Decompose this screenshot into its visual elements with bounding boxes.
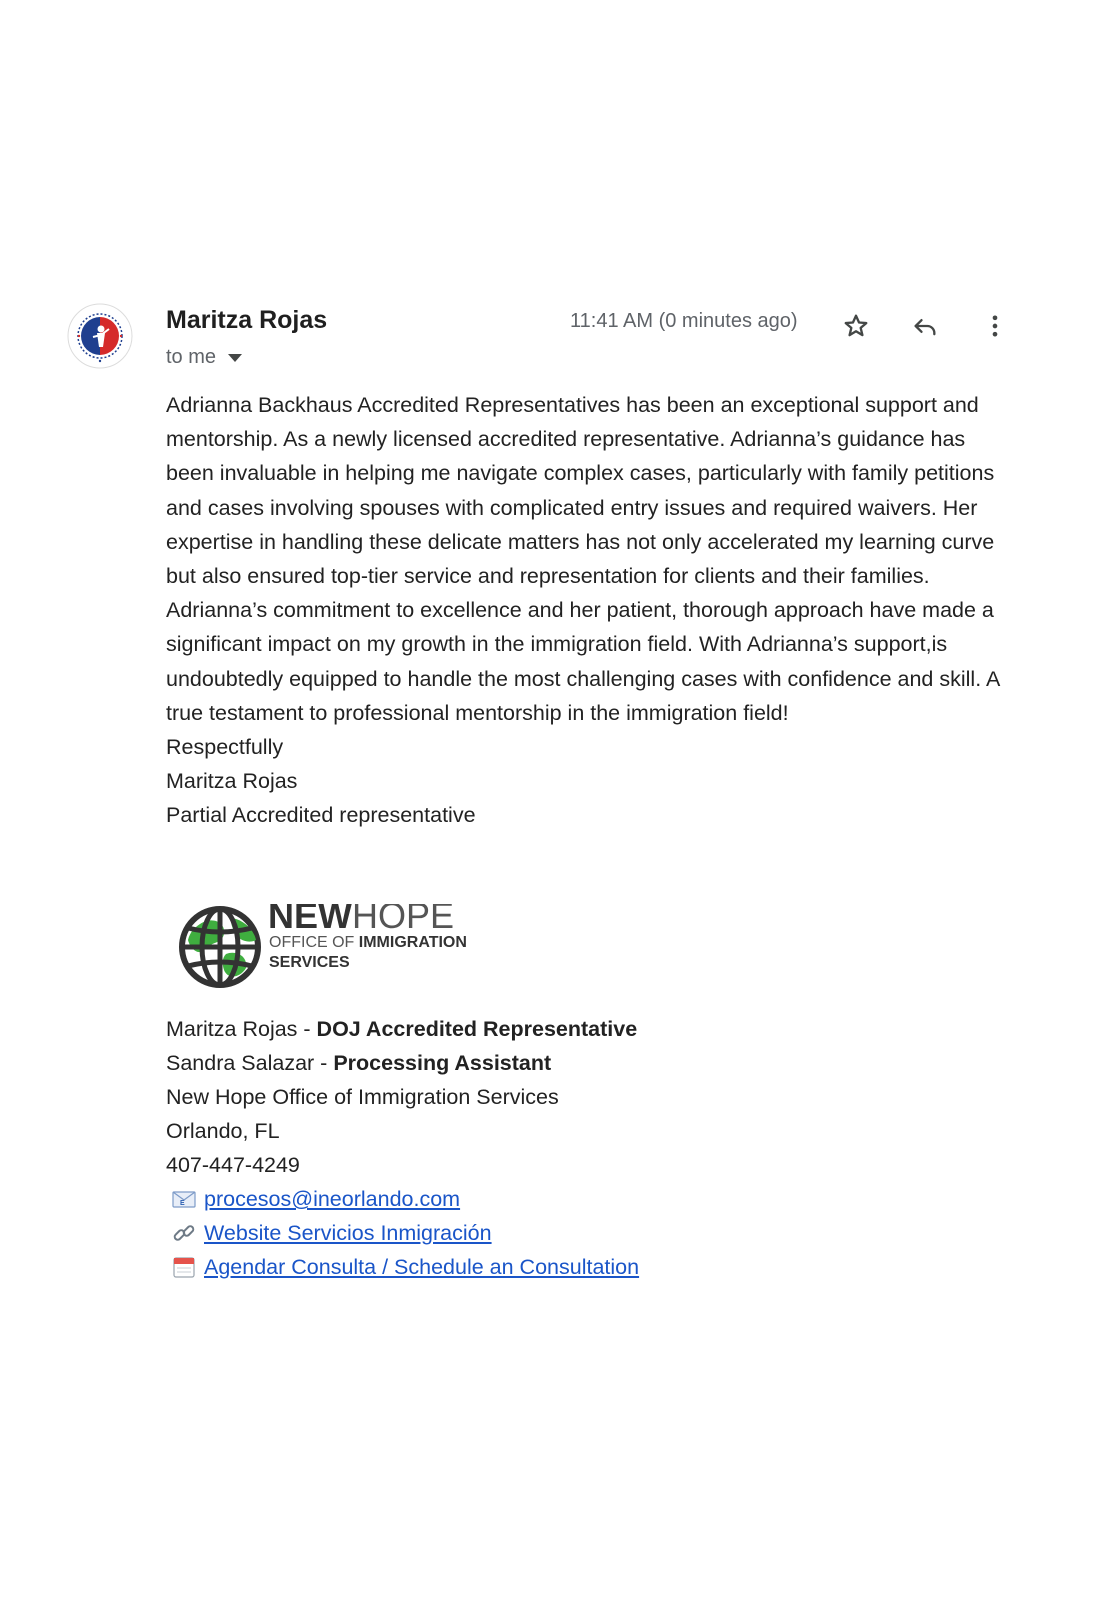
closing-text: Respectfully (166, 735, 284, 760)
svg-text:E: E (180, 1200, 185, 1207)
closing-name: Maritza Rojas (166, 769, 298, 794)
closing-title: Partial Accredited representative (166, 803, 476, 828)
signature-schedule-link[interactable] (172, 1250, 639, 1284)
globe-icon (182, 909, 258, 985)
schedule-link[interactable]: Agendar Consulta / Schedule an Consultation (204, 1255, 640, 1279)
signature-website-link[interactable] (172, 1216, 639, 1250)
star-button[interactable] (836, 306, 876, 346)
more-vert-icon (981, 312, 1009, 340)
signature-line-1: Maritza Rojas - DOJ Accredited Representative (166, 1017, 638, 1041)
email-signature (166, 1012, 639, 1284)
reply-button[interactable] (905, 306, 945, 346)
signature-line-2: Sandra Salazar - Processing Assistant (166, 1051, 552, 1075)
avatar-seal-icon (67, 303, 133, 369)
email-icon (172, 1187, 196, 1211)
new-hope-logo (178, 904, 508, 994)
signature-org: New Hope Office of Immigration Services (166, 1085, 559, 1109)
star-icon (842, 312, 870, 340)
reply-icon (911, 312, 939, 340)
more-options-button[interactable] (975, 306, 1015, 346)
sender-avatar[interactable] (67, 303, 133, 369)
recipient-line (166, 346, 248, 369)
calendar-icon (172, 1255, 196, 1279)
svg-text:NEWHOPE: NEWHOPE (268, 904, 455, 936)
body-paragraph: Adrianna Backhaus Accredited Representatives has been an exceptional support and mentorship. As a newly licensed accredited representative. Adrianna’s guidance has been invaluable in helping me navigate complex cases, particularly with family petitions and cases involving spouses with complicated entry issues and required waivers. Her expertise in handling these delicate matters has not only accelerated my learning curve but also ensured top-tier service and representation for clients and their families. Adrianna’s commitment to excellence and her patient, thorough approach have made a significant impact on my growth in the immigration field. With Adrianna’s support,is undoubtedly equipped to handle the most challenging cases with confidence and skill. A true testament to professional mentorship in the immigration field! (166, 393, 1000, 725)
email-link[interactable]: procesos@ineorlando.com (204, 1187, 461, 1211)
signature-phone: 407-447-4249 (166, 1153, 300, 1177)
signature-email-link[interactable] (172, 1182, 639, 1216)
link-icon (172, 1221, 196, 1245)
chevron-down-icon[interactable] (222, 348, 248, 368)
sender-name[interactable]: Maritza Rojas (166, 306, 328, 334)
signature-location: Orlando, FL (166, 1119, 280, 1143)
message-body (166, 388, 1016, 833)
svg-text:OFFICE OF IMMIGRATION: OFFICE OF IMMIGRATION (269, 934, 467, 951)
recipient-label: to me (166, 346, 217, 368)
svg-text:SERVICES: SERVICES (269, 954, 350, 971)
message-timestamp: 11:41 AM (0 minutes ago) (570, 310, 798, 332)
website-link[interactable]: Website Servicios Inmigración (204, 1221, 492, 1245)
